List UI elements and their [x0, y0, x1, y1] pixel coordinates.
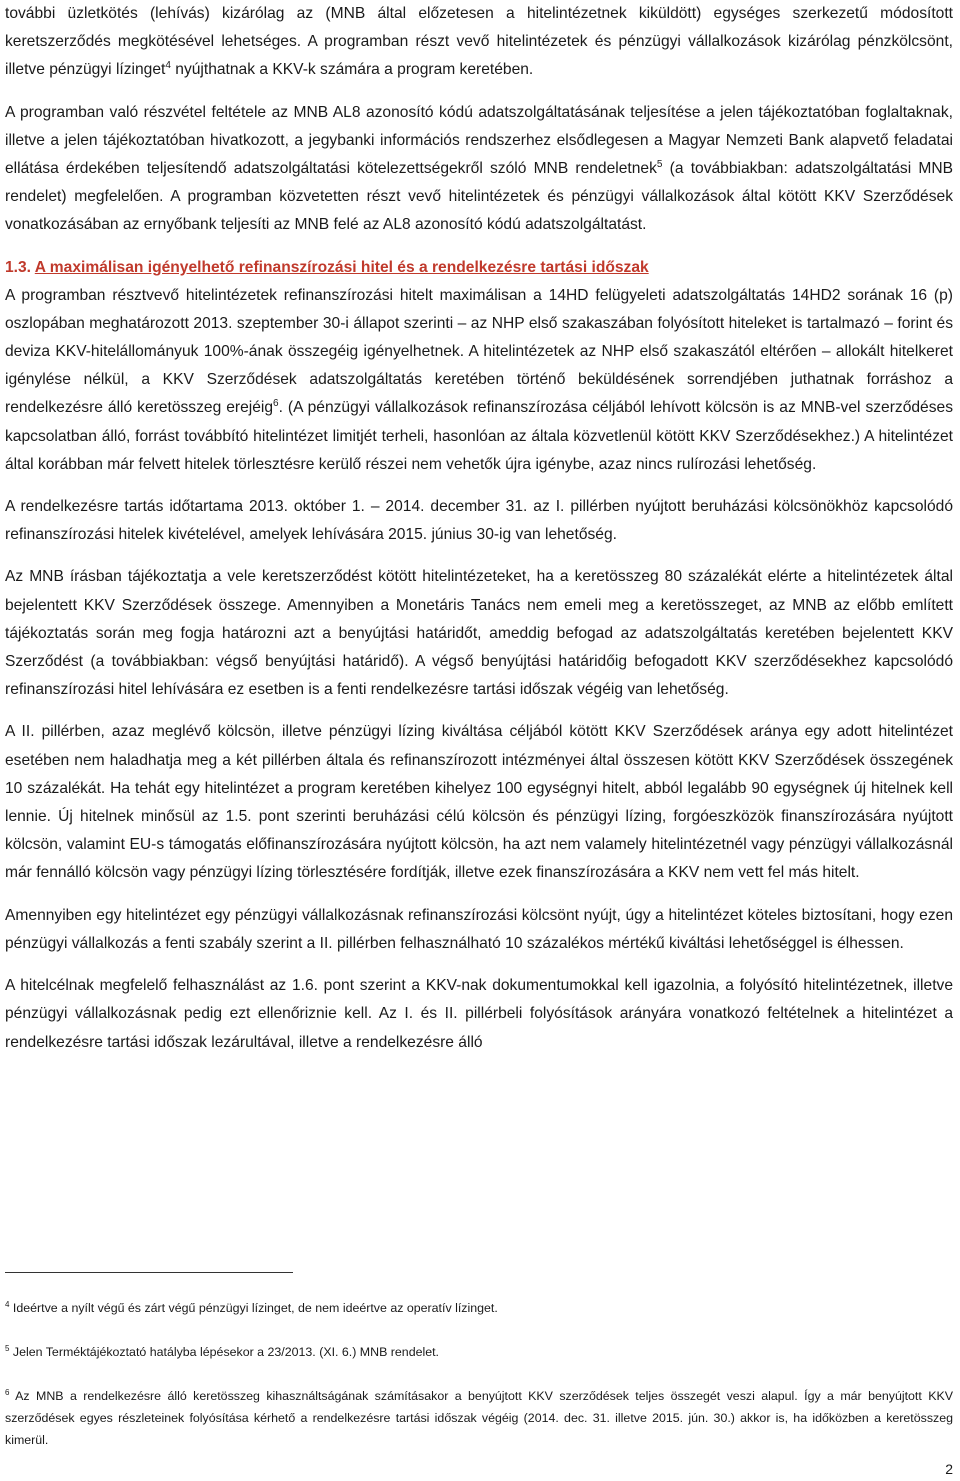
- footnote-ref-4[interactable]: 4: [165, 60, 171, 72]
- footnote-4: [5, 1297, 953, 1319]
- paragraph-pillar-two: A II. pillérben, azaz meglévő kölcsön, illetve pénzügyi lízing kiváltása céljából kötött KKV Szerződések aránya egy adott hitelintézet esetében nem haladhatja meg a két pillérben általa és refinanszírozott intézményei által összesen kötött KKV Szerződések összegének 10 százalékát. Ha tehát egy hitelintézet a program keretében kihelyez 100 egységnyi hitelt, abból legalább 90 egységnek új hitelnek kell lennie. Új hitelnek minősül az 1.5. pont szerinti beruházási célú kölcsön és pénzügyi lízing, forgóeszközök finanszírozására nyújtott kölcsön, valamint EU-s támogatás előfinanszírozására nyújtott kölcsön, ha azt nem valamely hitelintézetnél vagy pénzügyi vállalkozásnál már fennálló kölcsön vagy pénzügyi lízing törlesztésére fordítják, illetve ezek finanszírozására a KKV nem vett fel más hitelt.: [5, 723, 953, 882]
- footnote-number: 6: [5, 1387, 10, 1397]
- paragraph-text: A programban való részvétel feltétele az MNB AL8 azonosító kódú adatszolgáltatásának teljesítése a jelen tájékoztatóban foglaltaknak, illetve a jelen tájékoztatóban hivatkozott, a jegybanki információs rendszerhez elsődlegesen a Magyar Nemzeti Bank alapvető feladatai ellátása érdekében teljesítendő adatszolgáltatási kötelezettségekről szóló MNB rendeletnek: [5, 103, 953, 178]
- section-number: 1.3.: [5, 258, 32, 276]
- paragraph-mnb-notice: Az MNB írásban tájékoztatja a vele keretszerződést kötött hitelintézeteket, ha a keretösszeg 80 százalékát elérte a hitelintézetek által bejelentett KKV Szerződések összege. Amennyiben a Monetáris Tanács nem emeli meg a keretösszeget, az MNB az előbb említett tájékoztatás során meg fogja határozni azt a benyújtási határidőt, ameddig befogad az adatszolgáltatás keretében bejelentett KKV Szerződést (a továbbiakban: végső benyújtási határidő). A végső benyújtási határidőig befogadott KKV szerződésekhez kapcsolódó refinanszírozási hitel lehívására ez esetben is a fenti rendelkezésre tartási időszak végéig van lehetőség.: [5, 568, 953, 699]
- paragraph-text: (a továbbiakban: adatszolgáltatási MNB rendelet) megfelelően. A programban közvetetten részt vevő hitelintézetek és pénzügyi vállalkozások által kötött KKV Szerződések vonatkozásában az ernyőbank teljesíti az MNB felé az AL8 azonosító kódú adatszolgáltatást.: [5, 160, 953, 234]
- footnote-text: Ideértve a nyílt végű és zárt végű pénzügyi lízinget, de nem ideértve az operatív lízinget.: [9, 1301, 498, 1315]
- paragraph-availability-period: A rendelkezésre tartás időtartama 2013. október 1. – 2014. december 31. az I. pillérben nyújtott beruházási kölcsönökhöz kapcsolódó refinanszírozási hitelek kivételével, amelyek lehívására 2015. június 30-ig van lehetőség.: [5, 498, 953, 544]
- footnote-text: Az MNB a rendelkezésre álló keretösszeg kihasználtságának számításakor a benyújtott KKV szerződések teljes összegét veszi alapul. Így a már benyújtott KKV szerződések egyes részleteinek folyósítása kérhető a rendelkezésre tartási időszak végéig (2014. dec. 31. illetve 2015. jún. 30.) akkor is, ha időközben a keretösszeg kimerül.: [5, 1389, 953, 1447]
- paragraph-text: A programban résztvevő hitelintézetek refinanszírozási hitelt maximálisan a 14HD felügyeleti adatszolgáltatás 14HD2 sorának 16 (p) oszlopában meghatározott 2013. szeptember 30-i állapot szerinti – az NHP első szakaszában folyósított hiteleket is tartalmazó – forint és deviza KKV-hitelállományuk 100%-ának összegéig igényelhetnek. A hitelintézetek az NHP első szakaszától eltérően – allokált hitelkeret igénylése nélkül, a KKV Szerződések adatszolgáltatás keretében történő beküldésének sorrendjében juthatnak forráshoz a rendelkezésre álló keretösszeg erejéig: [5, 286, 953, 417]
- footnote-ref-6[interactable]: 6: [273, 398, 279, 410]
- paragraph-text: . (A pénzügyi vállalkozások refinanszírozása céljából lehívott kölcsön is az MNB-vel szerződéses kapcsolatban álló, forrást továbbító hitelintézet limitjét terheli, hasonlóan az általa közvetlenül kötött KKV Szerződésekhez.) A hitelintézet által korábban már felvett hitelek törlesztésre kerülő részei nem vehetők újra igénybe, azaz nincs rulírozási lehetőség.: [5, 399, 953, 473]
- footnotes: [5, 1297, 953, 1451]
- paragraph-participation: [5, 99, 953, 240]
- footnote-ref-5[interactable]: 5: [656, 158, 663, 170]
- footnote-6: [5, 1385, 953, 1451]
- footnote-number: 4: [5, 1299, 10, 1309]
- paragraph-text: további üzletkötés (lehívás) kizárólag az (MNB által előzetesen a hitelintézetnek kiküldött) egységes szerkezetű módosított keretszerződés megkötésével lehetséges. A programban részt vevő hitelintézetek és pénzügyi vállalkozások kizárólag pénzkölcsönt, illetve pénzügyi lízinget: [5, 5, 953, 79]
- paragraph-loan-purpose: A hitelcélnak megfelelő felhasználást az 1.6. pont szerint a KKV-nak dokumentumokkal kell igazolnia, a folyósító hitelintézetnek, illetve pénzügyi vállalkozásnak pedig ezt ellenőriznie kell. Az I. és II. pillérbeli folyósítások arányára vonatkozó feltételnek a hitelintézet a rendelkezésre tartási időszak lezárultával, illetve a rendelkezésre álló: [5, 977, 953, 1051]
- section-title: A maximálisan igényelhető refinanszírozási hitel és a rendelkezésre tartási időszak: [34, 258, 649, 276]
- footnote-5: [5, 1341, 953, 1363]
- footnote-text: Jelen Terméktájékoztató hatályba lépésekor a 23/2013. (XI. 6.) MNB rendelet.: [9, 1345, 440, 1359]
- footnote-number: 5: [5, 1343, 10, 1353]
- document-body: [5, 0, 953, 1057]
- paragraph-max-credit: [5, 282, 953, 479]
- footnote-separator: [5, 1272, 293, 1273]
- page-number: 2: [945, 1461, 953, 1477]
- section-heading: [5, 254, 953, 282]
- paragraph-text: nyújthatnak a KKV-k számára a program keretében.: [170, 61, 534, 79]
- paragraph-intro: [5, 0, 953, 85]
- paragraph-financial-enterprise: Amennyiben egy hitelintézet egy pénzügyi vállalkozásnak refinanszírozási kölcsönt nyújt, úgy a hitelintézet köteles biztosítani, hogy ezen pénzügyi vállalkozás a fenti szabály szerint a II. pillérben felhasználható 10 százalékos mértékű kiváltási lehetőséggel is élhessen.: [5, 906, 953, 952]
